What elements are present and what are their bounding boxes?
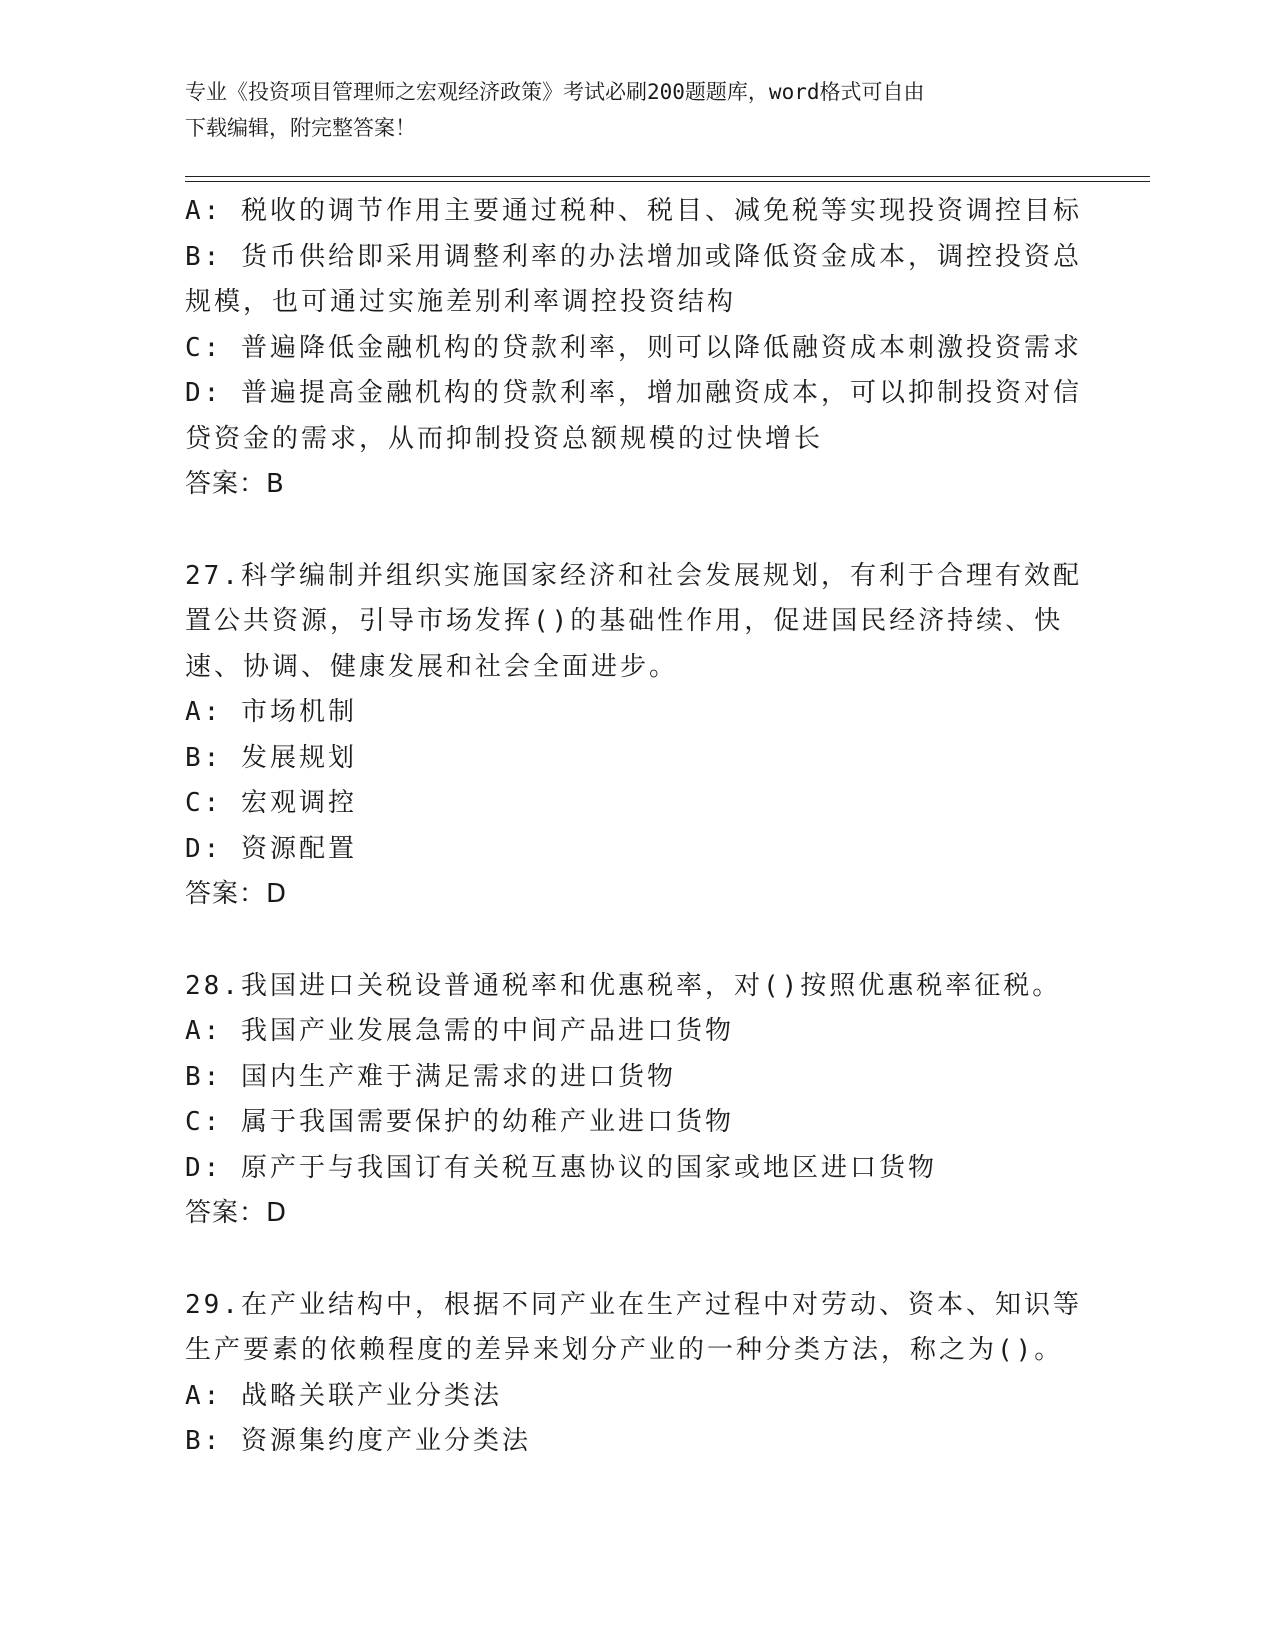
question-content	[185, 189, 1082, 1465]
option-d: D: 原产于与我国订有关税互惠协议的国家或地区进口货物	[185, 1152, 937, 1183]
header-divider	[185, 181, 1150, 182]
question-stem: 27.科学编制并组织实施国家经济和社会发展规划，有利于合理有效配	[185, 560, 1082, 591]
question-stem: 29.在产业结构中，根据不同产业在生产过程中对劳动、资本、知识等	[185, 1289, 1082, 1320]
option-d-cont: 贷资金的需求，从而抑制投资总额规模的过快增长	[185, 423, 824, 454]
option-b: B: 国内生产难于满足需求的进口货物	[185, 1061, 676, 1092]
option-c: C: 普遍降低金融机构的贷款利率，则可以降低融资成本刺激投资需求	[185, 332, 1082, 363]
header-line: 下载编辑，附完整答案！	[185, 116, 416, 140]
header-line: 专业《投资项目管理师之宏观经济政策》考试必刷200题题库，word格式可自由	[185, 80, 925, 104]
option-a: A: 市场机制	[185, 697, 357, 727]
option-a: A: 税收的调节作用主要通过税种、税目、减免税等实现投资调控目标	[185, 196, 1082, 226]
answer: 答案：D	[185, 879, 288, 909]
option-d: D: 资源配置	[185, 833, 357, 864]
header-divider	[185, 176, 1150, 177]
option-b: B: 资源集约度产业分类法	[185, 1426, 531, 1456]
option-d: D: 普遍提高金融机构的贷款利率，增加融资成本，可以抑制投资对信	[185, 378, 1082, 408]
document-header	[185, 74, 1065, 146]
question-stem: 速、协调、健康发展和社会全面进步。	[185, 651, 679, 682]
option-b: B: 货币供给即采用调整利率的办法增加或降低资金成本，调控投资总	[185, 241, 1082, 272]
option-b: B: 发展规划	[185, 742, 357, 773]
option-a: A: 我国产业发展急需的中间产品进口货物	[185, 1016, 734, 1046]
question-stem: 28.我国进口关税设普通税率和优惠税率，对()按照优惠税率征税。	[185, 970, 1062, 1001]
question-stem: 生产要素的依赖程度的差异来划分产业的一种分类方法，称之为()。	[185, 1335, 1064, 1365]
option-c: C: 宏观调控	[185, 788, 357, 818]
option-c: C: 属于我国需要保护的幼稚产业进口货物	[185, 1107, 734, 1137]
answer: 答案：B	[185, 469, 285, 499]
option-a: A: 战略关联产业分类法	[185, 1380, 502, 1411]
option-b-cont: 规模，也可通过实施差别利率调控投资结构	[185, 287, 737, 317]
answer: 答案：D	[185, 1198, 288, 1228]
question-stem: 置公共资源，引导市场发挥()的基础性作用，促进国民经济持续、快	[185, 606, 1064, 636]
